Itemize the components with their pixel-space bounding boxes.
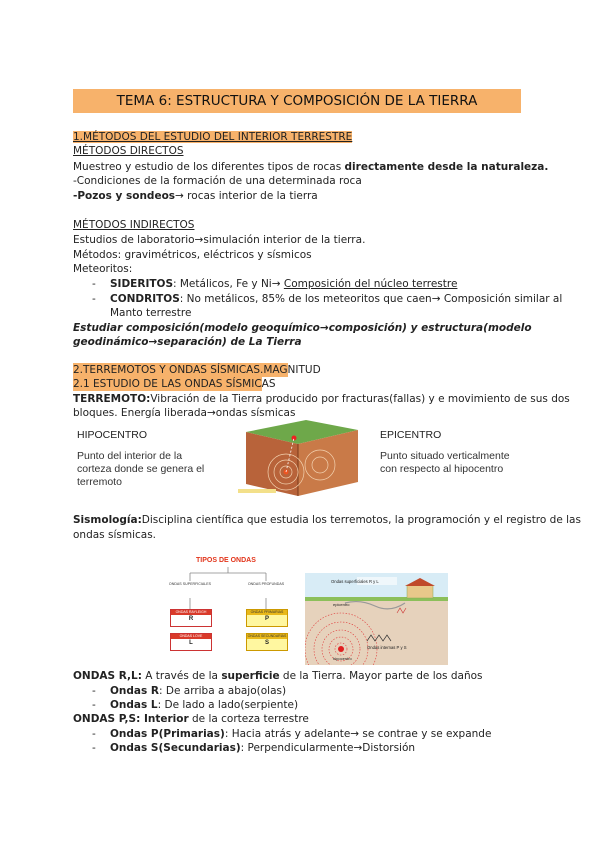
ondas-rl-line (73, 669, 483, 683)
wave-box-l (170, 633, 212, 651)
wave-box-p (246, 609, 288, 627)
sismologia-text: Disciplina científica que estudia los terremotos, la programoción y el registro de las (141, 514, 581, 526)
sideritos-label: SIDERITOS (110, 278, 173, 290)
terremoto-line-2: bloques. Energía liberada→ondas sísmicas (73, 407, 296, 419)
direct-line-3a: -Pozos y sondeos (73, 190, 176, 202)
direct-methods-title: MÉTODOS DIRECTOS (73, 145, 184, 157)
sismologia-label: Sismología: (73, 514, 142, 526)
ondas-l-label: Ondas L (110, 699, 158, 711)
condritos-continuation: Manto terrestre (110, 307, 192, 319)
terremoto-line-1 (73, 392, 570, 406)
wave-box-l-name: ONDAS LOVE (171, 634, 211, 639)
list-item-ondas-s: - Ondas S(Secundarias): Perpendicularmente→Distorsión (92, 742, 416, 754)
wave-box-p-code: P (264, 616, 269, 622)
list-item-sideritos: - SIDERITOS: Metálicos, Fe y Ni→ Composición del núcleo terrestre (92, 278, 458, 290)
ondas-rl-text-2: de la Tierra. Mayor parte de los daños (279, 670, 483, 682)
direct-line-2: -Condiciones de la formación de una determinada roca (73, 175, 362, 187)
list-item-condritos: - CONDRITOS: No metálicos, 85% de los meteoritos que caen→ Composición similar al (92, 293, 563, 305)
wave-box-p-name: ONDAS PRIMARIAS (247, 610, 287, 615)
ondas-r-text: : De arriba a abajo(olas) (159, 685, 287, 697)
seismic-scene-illustration (305, 573, 448, 665)
sismologia-line-1 (73, 513, 581, 527)
list-item-ondas-l: - Ondas L: De lado a lado(serpiente) (92, 699, 299, 711)
page-title-text: TEMA 6: ESTRUCTURA Y COMPOSICIÓN DE LA TIERRA (116, 93, 478, 109)
indirect-methods-title: MÉTODOS INDIRECTOS (73, 219, 195, 231)
seismic-scene-graphic (305, 573, 448, 665)
ondas-s-text: : Perpendicularmente→Distorsión (240, 742, 416, 754)
section1-heading-text: 1.MÉTODOS DEL ESTUDIO DEL INTERIOR TERRESTRE (73, 131, 353, 143)
wave-box-r-code: R (188, 616, 194, 622)
wave-box-r (170, 609, 212, 627)
ondas-p-text: : Hacia atrás y adelante→ se contrae y se expande (224, 728, 492, 740)
section2-subheading (73, 377, 276, 391)
ondas-p-label: Ondas P(Primarias) (110, 728, 225, 740)
ondas-ps-text: de la corteza terrestre (188, 713, 309, 725)
wave-types-diagram (160, 553, 296, 663)
direct-line-1a: Muestreo y estudio de los diferentes tipos de rocas (73, 161, 345, 173)
section2-heading (73, 363, 321, 377)
hipocentro-title: HIPOCENTRO (77, 429, 148, 441)
section2-heading-text: 2.TERREMOTOS Y ONDAS SÍSMICAS.MAGNITUD (73, 364, 321, 376)
condritos-label: CONDRITOS (110, 293, 180, 305)
ondas-rl-label: ONDAS R,L: (73, 670, 142, 682)
page-title (73, 89, 521, 113)
epicentro-text-1: Punto situado verticalmente (380, 450, 510, 462)
ondas-rl-superficie: superficie (221, 670, 280, 682)
ondas-ps-label: ONDAS P,S: Interior (73, 713, 189, 725)
direct-line-1b: directamente desde la naturaleza. (344, 161, 549, 173)
ondas-rl-text-1: A través de la (141, 670, 222, 682)
hipocentro-text-2: corteza donde se genera el (77, 463, 205, 475)
indirect-line-2: Métodos: gravimétricos, eléctricos y sísmicos (73, 249, 312, 261)
epicentro-text-2: con respecto al hipocentro (380, 463, 504, 475)
indirect-line-3: Meteoritos: (73, 263, 133, 275)
earthquake-block-illustration (236, 410, 366, 500)
sideritos-text: : Metálicos, Fe y Ni→ (173, 278, 284, 290)
surface-waves-label: ONDAS SUPERFICIALES (168, 582, 212, 586)
scene-label-surface: Ondas superficiales R y L (331, 579, 379, 584)
deep-waves-label: ONDAS PROFUNDAS (247, 582, 285, 586)
scene-label-internal: Ondas internas P y S (367, 645, 407, 650)
indirect-line-1: Estudios de laboratorio→simulación interior de la tierra. (73, 234, 366, 246)
terremoto-text: Vibración de la Tierra producido por fracturas(fallas) y e movimiento de sus dos (150, 393, 570, 405)
terremoto-label: TERREMOTO: (73, 393, 151, 405)
conclusion-line-2: geodinámico→separación) de La Tierra (73, 336, 302, 348)
hipocentro-text-1: Punto del interior de la (77, 450, 183, 462)
ondas-l-text: : De lado a lado(serpiente) (157, 699, 299, 711)
scene-label-epicentro: epicentro (333, 602, 350, 607)
wave-box-r-name: ONDAS RAYLEIGH (171, 610, 211, 615)
hipocentro-text-3: terremoto (77, 476, 122, 488)
wave-box-l-code: L (189, 640, 193, 646)
wave-box-s (246, 633, 288, 651)
list-item-ondas-p: - Ondas P(Primarias): Hacia atrás y adelante→ se contrae y se expande (92, 728, 492, 740)
section1-heading (73, 130, 352, 144)
wave-box-s-name: ONDAS SECUNDARIAS (247, 634, 287, 638)
wave-box-s-code: S (264, 640, 269, 646)
epicentro-title: EPICENTRO (380, 429, 442, 441)
ondas-ps-line (73, 712, 309, 726)
section2-subheading-text: 2.1 ESTUDIO DE LAS ONDAS SÍSMICAS (73, 378, 276, 390)
wave-types-title: TIPOS DE ONDAS (196, 557, 256, 564)
sismologia-line-2: ondas sísmicas. (73, 529, 157, 541)
caption-strip (238, 489, 276, 493)
scene-label-hipocentro: hipocentro (333, 656, 352, 661)
ondas-s-label: Ondas S(Secundarias) (110, 742, 241, 754)
condritos-text: : No metálicos, 85% de los meteoritos que caen→ Composición similar al (179, 293, 563, 305)
direct-line-3 (73, 189, 318, 203)
ondas-r-label: Ondas R (110, 685, 159, 697)
conclusion-line-1: Estudiar composición(modelo geoquímico→composición) y estructura(modelo (73, 322, 532, 334)
sideritos-link-text: Composición del núcleo terrestre (283, 278, 458, 290)
direct-line-1 (73, 160, 548, 174)
direct-line-3b: → rocas interior de la tierra (175, 190, 318, 202)
list-item-ondas-r: - Ondas R: De arriba a abajo(olas) (92, 685, 287, 697)
